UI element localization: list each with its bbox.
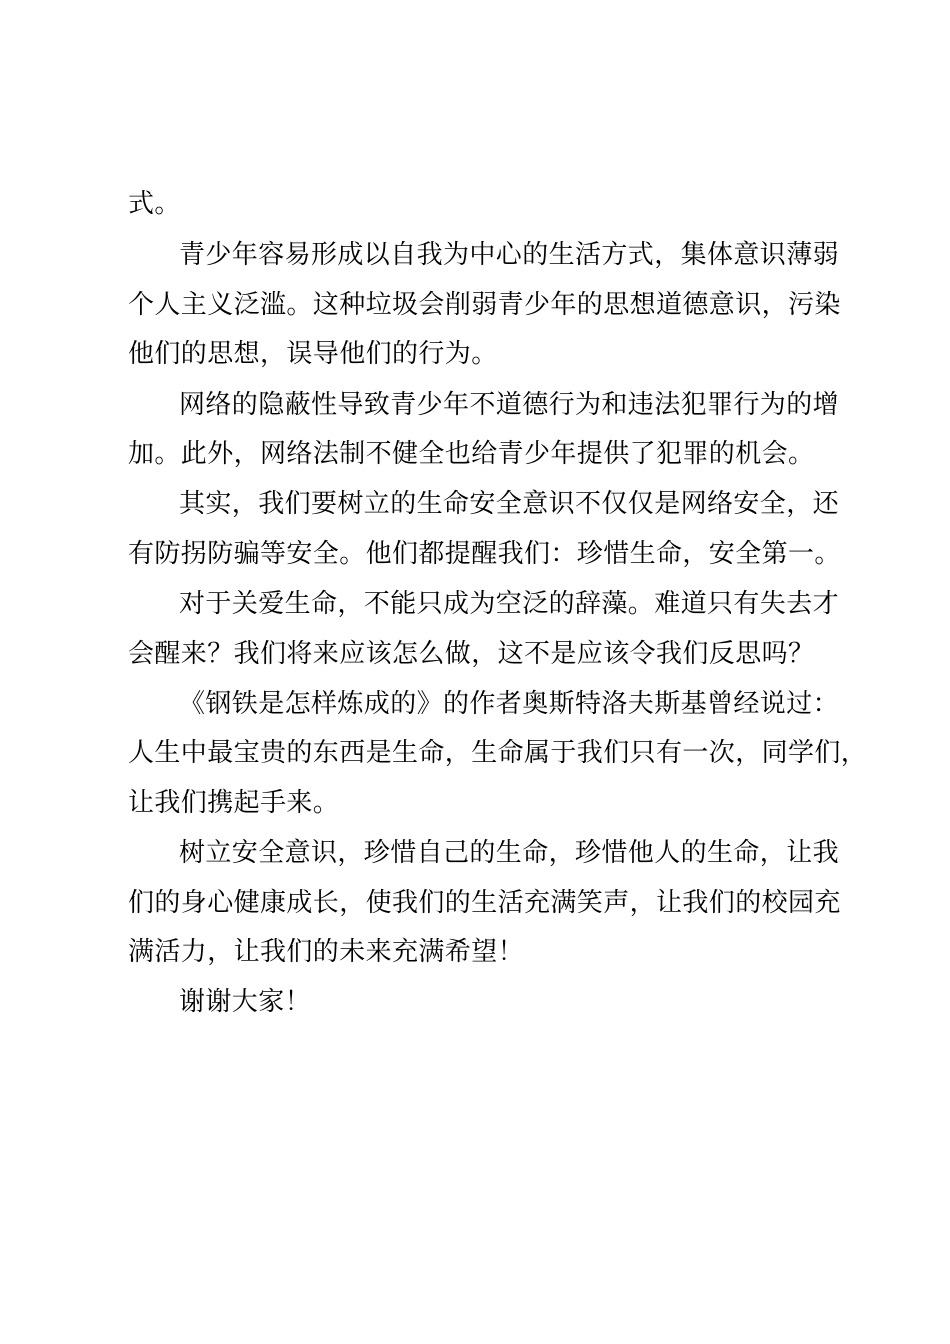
text-line: 树立安全意识，珍惜自己的生命，珍惜他人的生命，让我 [179, 838, 840, 868]
text-line: 满活力，让我们的未来充满希望！ [128, 937, 525, 967]
text-line: 加。此外，网络法制不健全也给青少年提供了犯罪的机会。 [128, 439, 815, 469]
text-line: 对于关爱生命，不能只成为空泛的辞藻。难道只有失去才 [179, 589, 840, 619]
text-line: 网络的隐蔽性导致青少年不道德行为和违法犯罪行为的增 [179, 390, 840, 420]
text-line: 式。 [128, 189, 181, 219]
text-line: 《钢铁是怎样炼成的》的作者奥斯特洛夫斯基曾经说过： [179, 689, 840, 719]
text-line: 人生中最宝贵的东西是生命，生命属于我们只有一次，同学们， [128, 738, 868, 768]
text-line: 们的身心健康成长，使我们的生活充满笑声，让我们的校园充 [128, 888, 841, 918]
text-line: 他们的思想，误导他们的行为。 [128, 339, 498, 369]
text-line: 谢谢大家！ [179, 987, 312, 1017]
text-line: 青少年容易形成以自我为中心的生活方式，集体意识薄弱 [179, 240, 840, 270]
text-line: 个人主义泛滥。这种垃圾会削弱青少年的思想道德意识，污染 [128, 290, 841, 320]
text-line: 让我们携起手来。 [128, 788, 340, 818]
text-line: 有防拐防骗等安全。他们都提醒我们：珍惜生命，安全第一。 [128, 539, 841, 569]
text-line: 会醒来？我们将来应该怎么做，这不是应该令我们反思吗？ [128, 639, 815, 669]
text-line: 其实，我们要树立的生命安全意识不仅仅是网络安全，还 [179, 489, 840, 519]
